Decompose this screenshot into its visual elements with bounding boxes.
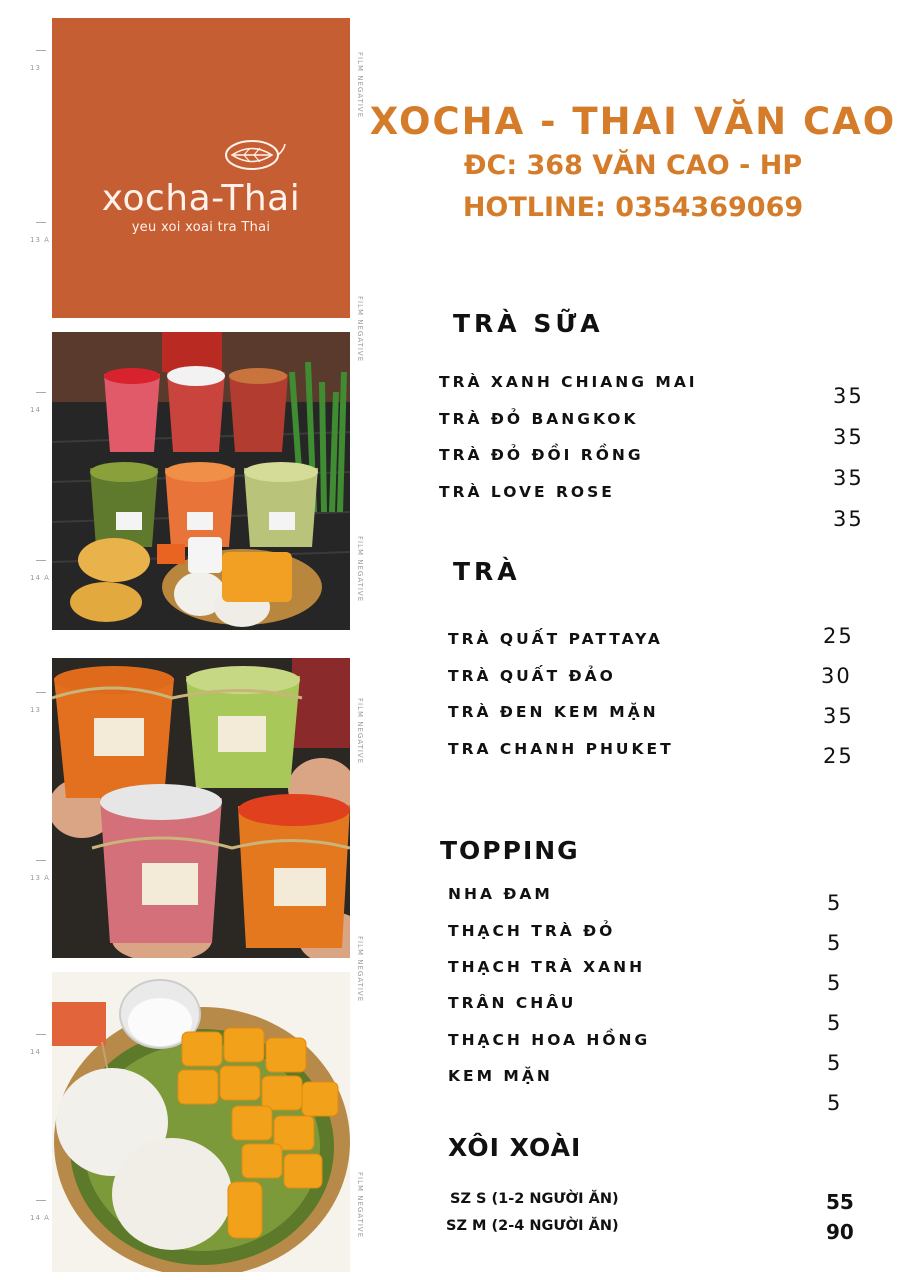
menu-item: TRÀ ĐỎ ĐỒI RỒNG bbox=[439, 446, 644, 464]
menu-item: TRÀ QUẤT ĐẢO bbox=[448, 667, 616, 685]
film-number-13a: 13 A bbox=[30, 236, 50, 244]
menu-price: 30 bbox=[821, 664, 852, 688]
film-number-14a: 14 A bbox=[30, 574, 50, 582]
menu-price: 35 bbox=[823, 704, 854, 728]
menu-item: TRÂN CHÂU bbox=[448, 994, 577, 1012]
menu-item: NHA ĐAM bbox=[448, 885, 553, 903]
film-number-14a: 14 A bbox=[30, 1214, 50, 1222]
section-title-milk-tea: TRÀ SỮA bbox=[453, 309, 604, 338]
menu-item: THẠCH TRÀ ĐỎ bbox=[448, 922, 616, 940]
drinks-in-hands-photo bbox=[52, 658, 350, 958]
menu-item: TRÀ LOVE ROSE bbox=[439, 483, 615, 501]
menu-item: TRA CHANH PHUKET bbox=[448, 740, 674, 758]
film-arrow bbox=[36, 392, 46, 393]
menu-item: THẠCH TRÀ XANH bbox=[448, 958, 646, 976]
film-arrow bbox=[36, 1034, 46, 1035]
section-title-topping: TOPPING bbox=[440, 836, 580, 865]
menu-item: TRÀ ĐEN KEM MẶN bbox=[448, 703, 659, 721]
film-negative-label: FILM NEGATIVE bbox=[356, 536, 364, 603]
film-number-14: 14 bbox=[30, 1048, 41, 1056]
leaf-logo-icon bbox=[224, 138, 286, 172]
menu-price: 5 bbox=[827, 971, 843, 995]
menu-price: 35 bbox=[833, 507, 864, 531]
menu-price: 5 bbox=[827, 1051, 843, 1075]
brand-logo-panel bbox=[52, 18, 350, 318]
menu-item: SZ M (2-4 NGƯỜI ĂN) bbox=[446, 1218, 619, 1234]
shop-name: XOCHA - THAI VĂN CAO bbox=[369, 100, 897, 143]
film-number-14: 14 bbox=[30, 406, 41, 414]
brand-name: xocha-Thai bbox=[101, 178, 301, 219]
section-title-tea: TRÀ bbox=[453, 557, 521, 586]
film-negative-label: FILM NEGATIVE bbox=[356, 936, 364, 1003]
menu-price: 5 bbox=[827, 891, 843, 915]
film-negative-label: FILM NEGATIVE bbox=[356, 698, 364, 765]
film-arrow bbox=[36, 222, 46, 223]
milk-tea-cups-photo bbox=[52, 332, 350, 630]
menu-item: SZ S (1-2 NGƯỜI ĂN) bbox=[450, 1191, 619, 1207]
menu-price: 55 bbox=[826, 1190, 854, 1214]
film-arrow bbox=[36, 50, 46, 51]
shop-address: ĐC: 368 VĂN CAO - HP bbox=[463, 150, 803, 181]
menu-price: 90 bbox=[826, 1220, 854, 1244]
film-arrow bbox=[36, 560, 46, 561]
section-title-sticky-rice: XÔI XOÀI bbox=[448, 1133, 582, 1162]
brand-tagline: yeu xoi xoai tra Thai bbox=[131, 220, 271, 235]
film-arrow bbox=[36, 860, 46, 861]
film-number-13: 13 bbox=[30, 64, 41, 72]
menu-price: 25 bbox=[823, 744, 854, 768]
film-arrow bbox=[36, 692, 46, 693]
menu-item: TRÀ ĐỎ BANGKOK bbox=[439, 410, 639, 428]
menu-price: 35 bbox=[833, 384, 864, 408]
menu-price: 25 bbox=[823, 624, 854, 648]
film-number-13a: 13 A bbox=[30, 874, 50, 882]
film-arrow bbox=[36, 1200, 46, 1201]
menu-price: 5 bbox=[827, 931, 843, 955]
menu-price: 35 bbox=[833, 466, 864, 490]
menu-item: KEM MẶN bbox=[448, 1067, 553, 1085]
menu-price: 5 bbox=[827, 1011, 843, 1035]
film-number-13: 13 bbox=[30, 706, 41, 714]
menu-price: 5 bbox=[827, 1091, 843, 1115]
shop-hotline[interactable]: HOTLINE: 0354369069 bbox=[462, 192, 804, 223]
film-negative-label: FILM NEGATIVE bbox=[356, 1172, 364, 1239]
film-negative-label: FILM NEGATIVE bbox=[356, 296, 364, 363]
menu-item: THẠCH HOA HỒNG bbox=[448, 1031, 651, 1049]
menu-item: TRÀ QUẤT PATTAYA bbox=[448, 630, 663, 648]
film-negative-label: FILM NEGATIVE bbox=[356, 52, 364, 119]
mango-sticky-rice-photo bbox=[52, 972, 350, 1272]
menu-item: TRÀ XANH CHIANG MAI bbox=[439, 373, 698, 391]
menu-price: 35 bbox=[833, 425, 864, 449]
